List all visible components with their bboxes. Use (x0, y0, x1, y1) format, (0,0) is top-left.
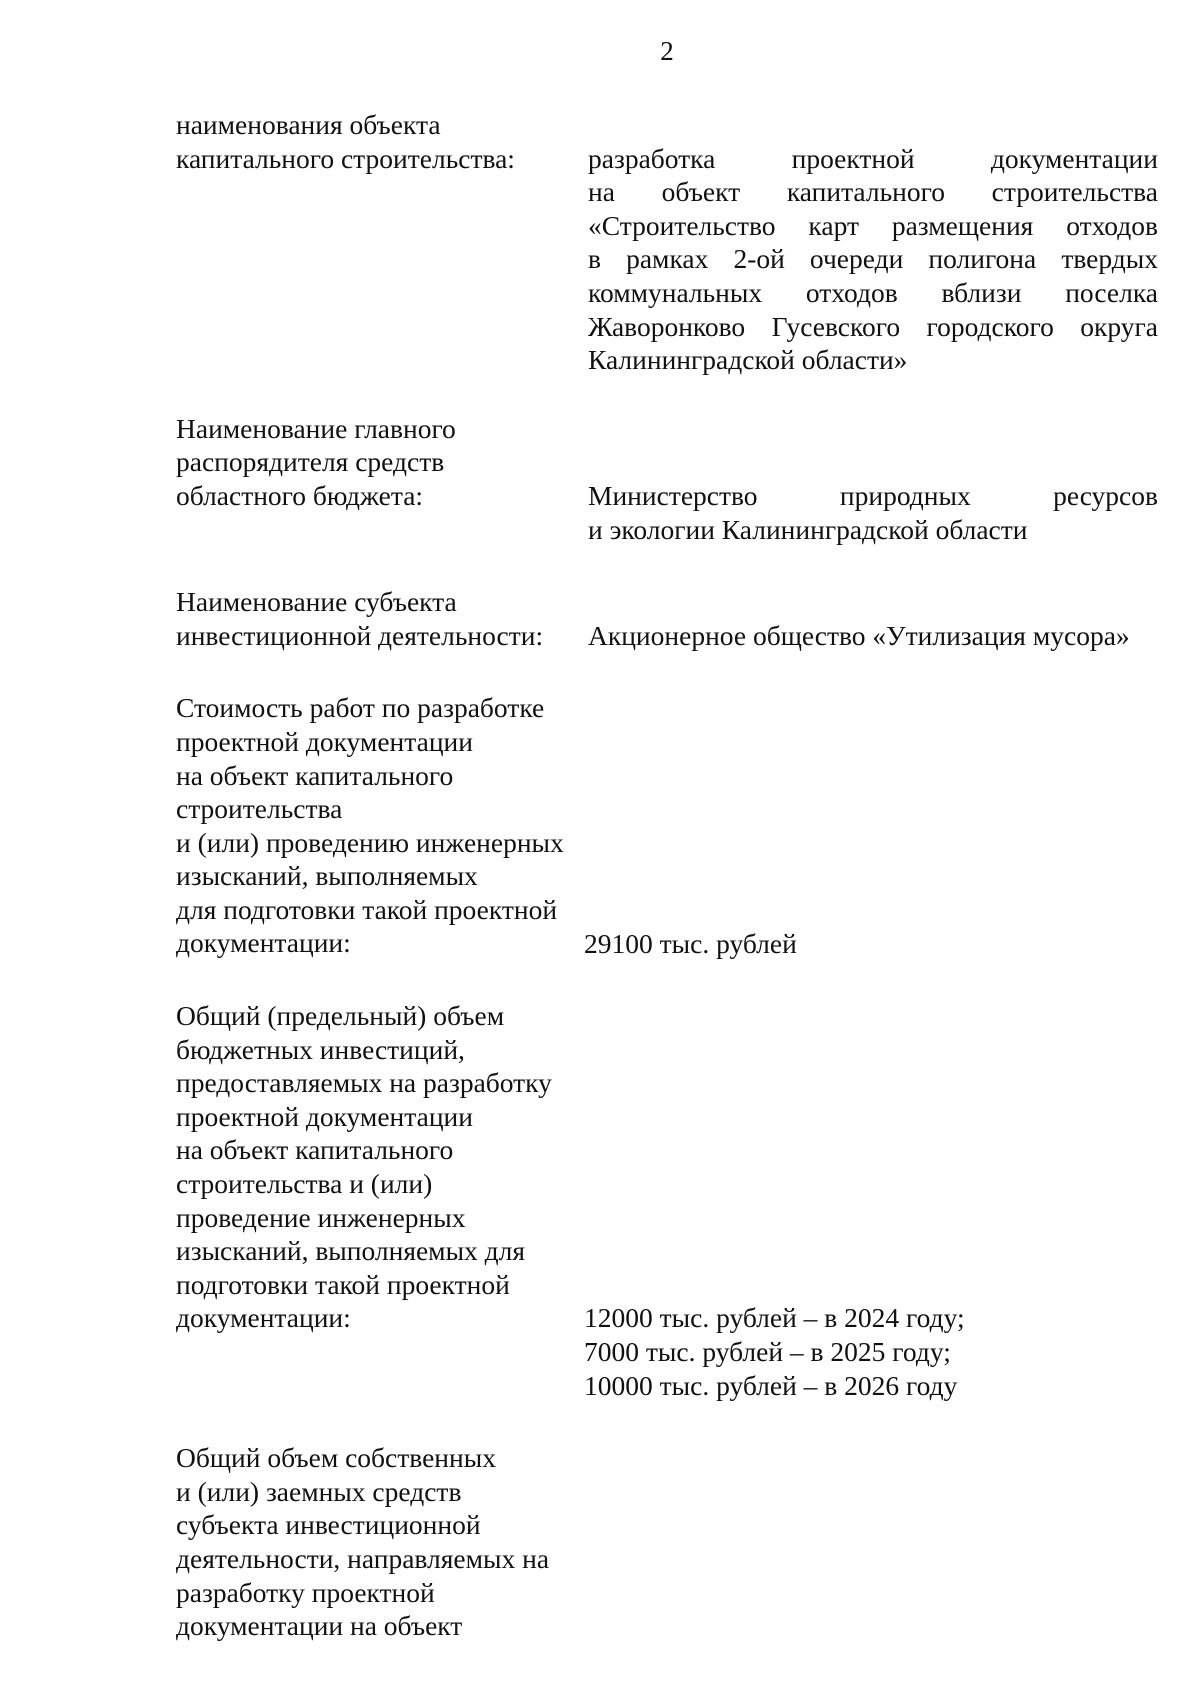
label-line: распорядителя средств (176, 446, 445, 478)
section-object-name (176, 108, 1158, 377)
section-label (176, 1441, 588, 1643)
section-investment-subject (176, 585, 1158, 652)
value-line: Акционерное общество «Утилизация мусора» (588, 619, 1130, 651)
label-line: на объект капитального (176, 759, 454, 791)
label-line: документации: (176, 1302, 351, 1334)
label-line: Наименование главного (176, 412, 456, 444)
label-line: деятельности, направляемых на (176, 1543, 550, 1575)
value-line: Министерство природных ресурсов (588, 479, 1158, 511)
value-line: «Строительство карт размещения отходов (588, 209, 1158, 241)
label-line: наименования объекта (176, 109, 441, 140)
section-label (176, 108, 588, 175)
value-line: 10000 тыс. рублей – в 2026 году (584, 1369, 958, 1401)
section-label (176, 412, 588, 513)
label-line: субъекта инвестиционной (176, 1509, 481, 1541)
label-line: капитального строительства: (176, 142, 515, 174)
section-budget-investments (176, 999, 1158, 1402)
section-own-funds (176, 1441, 1158, 1643)
label-line: Общий объем собственных (176, 1442, 496, 1474)
label-line: и (или) проведению инженерных (176, 826, 564, 858)
value-line: и экологии Калининградской области (588, 513, 1028, 545)
value-line: на объект капитального строительства (588, 176, 1158, 208)
label-line: областного бюджета: (176, 479, 424, 511)
value-line: 12000 тыс. рублей – в 2024 году; (584, 1302, 965, 1334)
label-line: проведение инженерных (176, 1201, 466, 1233)
section-design-cost (176, 691, 1158, 960)
value-line: 7000 тыс. рублей – в 2025 году; (584, 1336, 951, 1368)
value-line: коммунальных отходов вблизи поселка (588, 276, 1158, 308)
label-line: инвестиционной деятельности: (176, 619, 544, 651)
section-value (588, 479, 1158, 546)
label-line: строительства и (или) (176, 1168, 433, 1200)
label-line: Общий (предельный) объем (176, 1000, 505, 1032)
document-body (176, 108, 1158, 1643)
section-budget-manager (176, 412, 1158, 546)
value-line: разработка проектной документации (588, 142, 1158, 174)
label-line: и (или) заемных средств (176, 1475, 462, 1507)
label-line: строительства (176, 793, 343, 825)
label-line: Наименование субъекта (176, 586, 457, 618)
label-line: проектной документации (176, 725, 473, 757)
label-line: документации: (176, 927, 351, 959)
label-line: для подготовки такой проектной (176, 893, 558, 925)
value-line: Калининградской области» (588, 344, 908, 376)
value-line: в рамках 2-ой очереди полигона твердых (588, 243, 1158, 275)
section-value (584, 927, 1158, 961)
value-line: Жаворонково Гусевского городского округа (588, 310, 1158, 342)
section-value (588, 619, 1158, 653)
label-line: бюджетных инвестиций, (176, 1033, 465, 1065)
label-line: подготовки такой проектной (176, 1268, 510, 1300)
label-line: проектной документации (176, 1100, 473, 1132)
label-line: разработку проектной (176, 1576, 435, 1608)
section-label (176, 691, 588, 960)
label-line: документации на объект (176, 1610, 463, 1642)
label-line: Стоимость работ по разработке (176, 692, 545, 724)
label-line: изысканий, выполняемых для (176, 1235, 526, 1267)
label-line: изысканий, выполняемых (176, 860, 478, 892)
section-value (588, 142, 1158, 377)
section-label (176, 999, 588, 1335)
page-number: 2 (660, 36, 674, 66)
section-value (584, 1301, 1158, 1402)
label-line: на объект капитального (176, 1134, 454, 1166)
value-line: 29100 тыс. рублей (584, 927, 797, 959)
label-line: предоставляемых на разработку (176, 1067, 552, 1099)
section-label (176, 585, 588, 652)
